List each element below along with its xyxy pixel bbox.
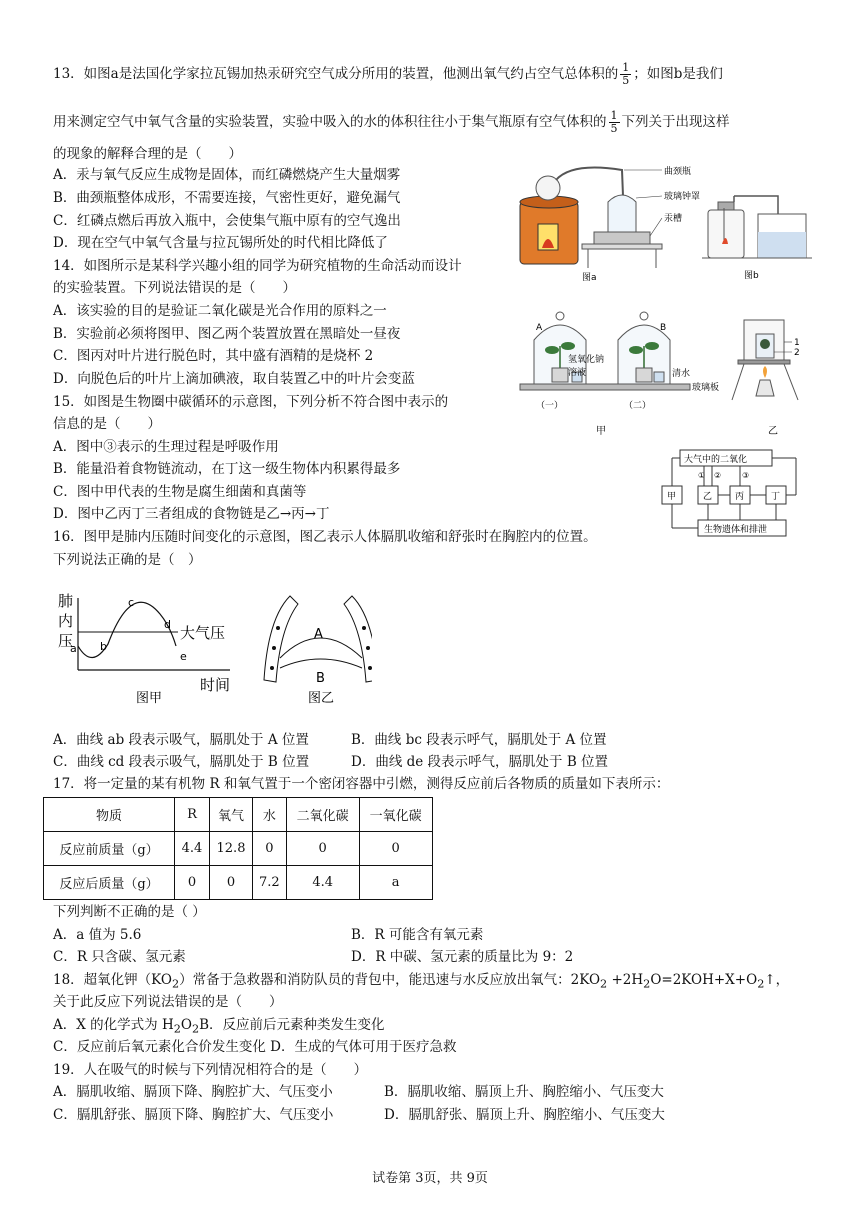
q17-option-b: B．R 可能含有氧元素 (351, 927, 484, 943)
table-cell: 0 (210, 866, 253, 900)
jar-label-a: A (536, 323, 543, 333)
label-bell-jar: 玻璃钟罩 (664, 192, 701, 202)
page-footer: 试卷第 3页，共 9页 (372, 1171, 488, 1186)
q18-text-1a: 18．超氧化钾（KO (53, 972, 172, 988)
table-cell: 0 (175, 866, 210, 900)
subscript: 2 (757, 977, 765, 991)
q14-option-b: B．实验前必须将图甲、图乙两个装置放置在黑暗处一昼夜 (53, 326, 401, 342)
q15-option-d: D．图中乙丙丁三者组成的食物链是乙→丙→丁 (53, 506, 330, 522)
q15-carbon-cycle-figure (656, 448, 806, 540)
q14-figure (512, 300, 812, 440)
q13-text-2b: 下列关于出现这样 (621, 114, 730, 130)
table-header-row (44, 798, 433, 832)
table-cell: 反应后质量（g） (44, 866, 175, 900)
beaker-number-2: 2 (794, 348, 800, 358)
y-label-2: 内 (58, 612, 74, 630)
subscript: 2 (643, 977, 651, 991)
q13-line3: 的现象的解释合理的是（ ） (53, 146, 242, 162)
pressure-curve (78, 602, 176, 657)
circle-2: ② (714, 471, 722, 480)
caption-two: （二） (624, 401, 652, 411)
bell-jar (608, 195, 636, 232)
q15-option-b: B．能量沿着食物链流动，在丁这一级生物体内积累得最多 (53, 461, 401, 477)
label-time: 时间 (200, 676, 231, 694)
circle-3: ③ (742, 471, 750, 480)
q18-text-1c: +2H (607, 972, 644, 988)
q18-text-1d: O=2KOH+X+O (650, 972, 758, 988)
q17-line2: 下列判断不正确的是（ ） (53, 904, 206, 920)
q13-text-1b: ；如图b是我们 (633, 66, 723, 82)
y-label-3: 压 (58, 632, 74, 650)
q14-option-a: A．该实验的目的是验证二氧化碳是光合作用的原料之一 (53, 303, 387, 319)
q18-text-3c: B．反应前后元素种类发生变化 (199, 1017, 385, 1033)
q14-option-d: D．向脱色后的叶片上滴加碘液，取自装置乙中的叶片会变蓝 (53, 371, 415, 387)
q15-line2: 信息的是（ ） (53, 416, 161, 432)
label-jia: 甲 (667, 492, 677, 502)
label-naoh-2: 溶液 (568, 368, 587, 378)
table-cell: 0 (286, 832, 359, 866)
q17-option-c: C．R 只含碳、氢元素 (53, 949, 186, 965)
q13-option-c: C．红磷点燃后再放入瓶中，会使集气瓶中原有的空气逸出 (53, 213, 401, 229)
q13-text-2a: 用来测定空气中氧气含量的实验装置，实验中吸入的水的体积往往小于集气瓶原有空气体积的 (53, 114, 607, 130)
table-header: 二氧化碳 (286, 798, 359, 832)
q14-option-c: C．图丙对叶片进行脱色时，其中盛有酒精的是烧杯 2 (53, 348, 374, 364)
table-cell: 反应前质量（g） (44, 832, 175, 866)
position-a: A (314, 627, 323, 642)
caption-fig-a: 图a (582, 273, 597, 282)
table-header: 物质 (44, 798, 175, 832)
diaphragm-b (280, 659, 362, 668)
label-atm: 大气压 (180, 624, 226, 642)
label-ding: 丁 (771, 492, 781, 502)
table-cell: 7.2 (253, 866, 287, 900)
table-row (44, 832, 433, 866)
q16-figures (52, 588, 372, 708)
beaker-number-1: 1 (794, 338, 800, 348)
q16-line2: 下列说法正确的是（ ） (53, 552, 202, 568)
subscript: 2 (191, 1022, 200, 1036)
subscript: 2 (171, 977, 180, 991)
label-trough: 汞槽 (664, 214, 683, 224)
table-cell: 4.4 (286, 866, 359, 900)
q13-option-b: B．曲颈瓶整体成形，不需要连接，气密性更好，避免漏气 (53, 190, 401, 206)
point-b: b (100, 640, 107, 653)
subscript: 2 (173, 1022, 181, 1036)
table-cell: 0 (253, 832, 287, 866)
q14-line1: 14．如图所示是某科学兴趣小组的同学为研究植物的生命活动而设计 (53, 258, 462, 274)
jar-label-b: B (660, 323, 667, 333)
table-row (44, 866, 433, 900)
label-bing: 丙 (735, 492, 745, 502)
q16-option-c: C．曲线 cd 段表示吸气，膈肌处于 B 位置 (53, 754, 310, 770)
ribcage-right (344, 596, 372, 682)
q15-option-c: C．图中甲代表的生物是腐生细菌和真菌等 (53, 484, 307, 500)
table-header: 氧气 (210, 798, 253, 832)
q18-line3 (53, 1016, 385, 1039)
q19-option-c: C．膈肌舒张、膈顶下降、胸腔扩大、气压变小 (53, 1107, 334, 1123)
q19-line1: 19．人在吸气的时候与下列情况相符合的是（ ） (53, 1062, 368, 1078)
q13-figure (512, 162, 832, 282)
y-label-1: 肺 (58, 592, 74, 610)
caption-jia: 甲 (596, 426, 606, 437)
label-retort: 曲颈瓶 (664, 167, 692, 177)
point-a: a (70, 642, 77, 655)
q13-text-1a: 13．如图a是法国化学家拉瓦锡加热汞研究空气成分所用的装置，他测出氧气约占空气总体积的 (53, 66, 619, 82)
table-header: 水 (253, 798, 287, 832)
caption-yi: 乙 (768, 426, 778, 437)
q15-line1: 15．如图是生物圈中碳循环的示意图，下列分析不符合图中表示的 (53, 394, 449, 410)
table-cell: a (359, 866, 432, 900)
q17-option-d: D．R 中碳、氢元素的质量比为 9：2 (351, 949, 574, 965)
label-naoh-1: 氢氧化钠 (568, 355, 605, 365)
q18-text-1e: ↑， (764, 972, 790, 988)
q13-option-d: D．现在空气中氧气含量与拉瓦锡所处的时代相比降低了 (53, 235, 388, 251)
q18-line1 (53, 971, 789, 994)
fraction-one-fifth: $\frac{1}{5}$ (622, 61, 630, 87)
caption-fig-b: 图b (744, 271, 759, 281)
q17-option-a: A．a 值为 5.6 (53, 927, 142, 943)
table-cell: 12.8 (210, 832, 253, 866)
q18-text-3b: O (180, 1017, 192, 1033)
circle-1: ① (698, 471, 706, 480)
position-b: B (316, 671, 325, 686)
glass-plate (520, 384, 690, 390)
caption-fig-jia: 图甲 (136, 691, 163, 706)
q16-option-b: B．曲线 bc 段表示呼气，膈肌处于 A 位置 (351, 732, 607, 748)
caption-one: （一） (536, 401, 564, 411)
caption-fig-yi: 图乙 (308, 691, 335, 706)
fraction-one-fifth-2: $\frac{1}{5}$ (610, 109, 618, 135)
ribcage-left (264, 596, 298, 682)
q13-option-a: A．汞与氧气反应生成物是固体，而红磷燃烧产生大量烟雾 (53, 167, 401, 183)
gas-bottle (708, 210, 744, 258)
q19-option-b: B．膈肌收缩、膈顶上升、胸腔缩小、气压变大 (384, 1084, 664, 1100)
subscript: 2 (600, 977, 608, 991)
q18-line4: C．反应前后氧元素化合价发生变化 D．生成的气体可用于医疗急救 (53, 1039, 457, 1055)
label-clear-water: 清水 (672, 369, 691, 379)
q15-option-a: A．图中③表示的生理过程是呼吸作用 (53, 439, 279, 455)
point-d: d (164, 618, 171, 631)
label-yi: 乙 (703, 492, 713, 502)
q18-text-3a: A．X 的化学式为 H (53, 1017, 174, 1033)
label-remains: 生物遗体和排泄 (704, 525, 768, 535)
q14-line2: 的实验装置。下列说法错误的是（ ） (53, 280, 296, 296)
q13-line2 (53, 110, 730, 135)
point-e: e (180, 650, 187, 663)
q16-option-d: D．曲线 de 段表示呼气，膈肌处于 B 位置 (351, 754, 609, 770)
q16-option-a: A．曲线 ab 段表示吸气，膈肌处于 A 位置 (53, 732, 309, 748)
q16-line1: 16．图甲是肺内压随时间变化的示意图，图乙表示人体膈肌收缩和舒张时在胸腔内的位置。 (53, 529, 597, 545)
mercury-trough (594, 232, 650, 244)
q18-line2: 关于此反应下列说法错误的是（ ） (53, 994, 283, 1010)
table-header: R (175, 798, 210, 832)
q13-line1 (53, 62, 723, 87)
q19-option-d: D．膈肌舒张、膈顶上升、胸腔缩小、气压变大 (384, 1107, 665, 1123)
table-header: 一氧化碳 (359, 798, 432, 832)
label-glass-plate: 玻璃板 (692, 383, 720, 393)
q17-line1: 17．将一定量的某有机物 R 和氧气置于一个密闭容器中引燃，测得反应前后各物质的质量如下表所示： (53, 776, 670, 792)
table-cell: 0 (359, 832, 432, 866)
point-c: c (128, 596, 135, 609)
label-atmosphere-co2: 大气中的二氧化 (684, 455, 748, 465)
q19-option-a: A．膈肌收缩、膈顶下降、胸腔扩大、气压变小 (53, 1084, 333, 1100)
table-cell: 4.4 (175, 832, 210, 866)
q18-text-1b: ）常备于急救器和消防队员的背包中，能迅速与水反应放出氧气：2KO (179, 972, 601, 988)
q17-mass-table (43, 797, 433, 900)
